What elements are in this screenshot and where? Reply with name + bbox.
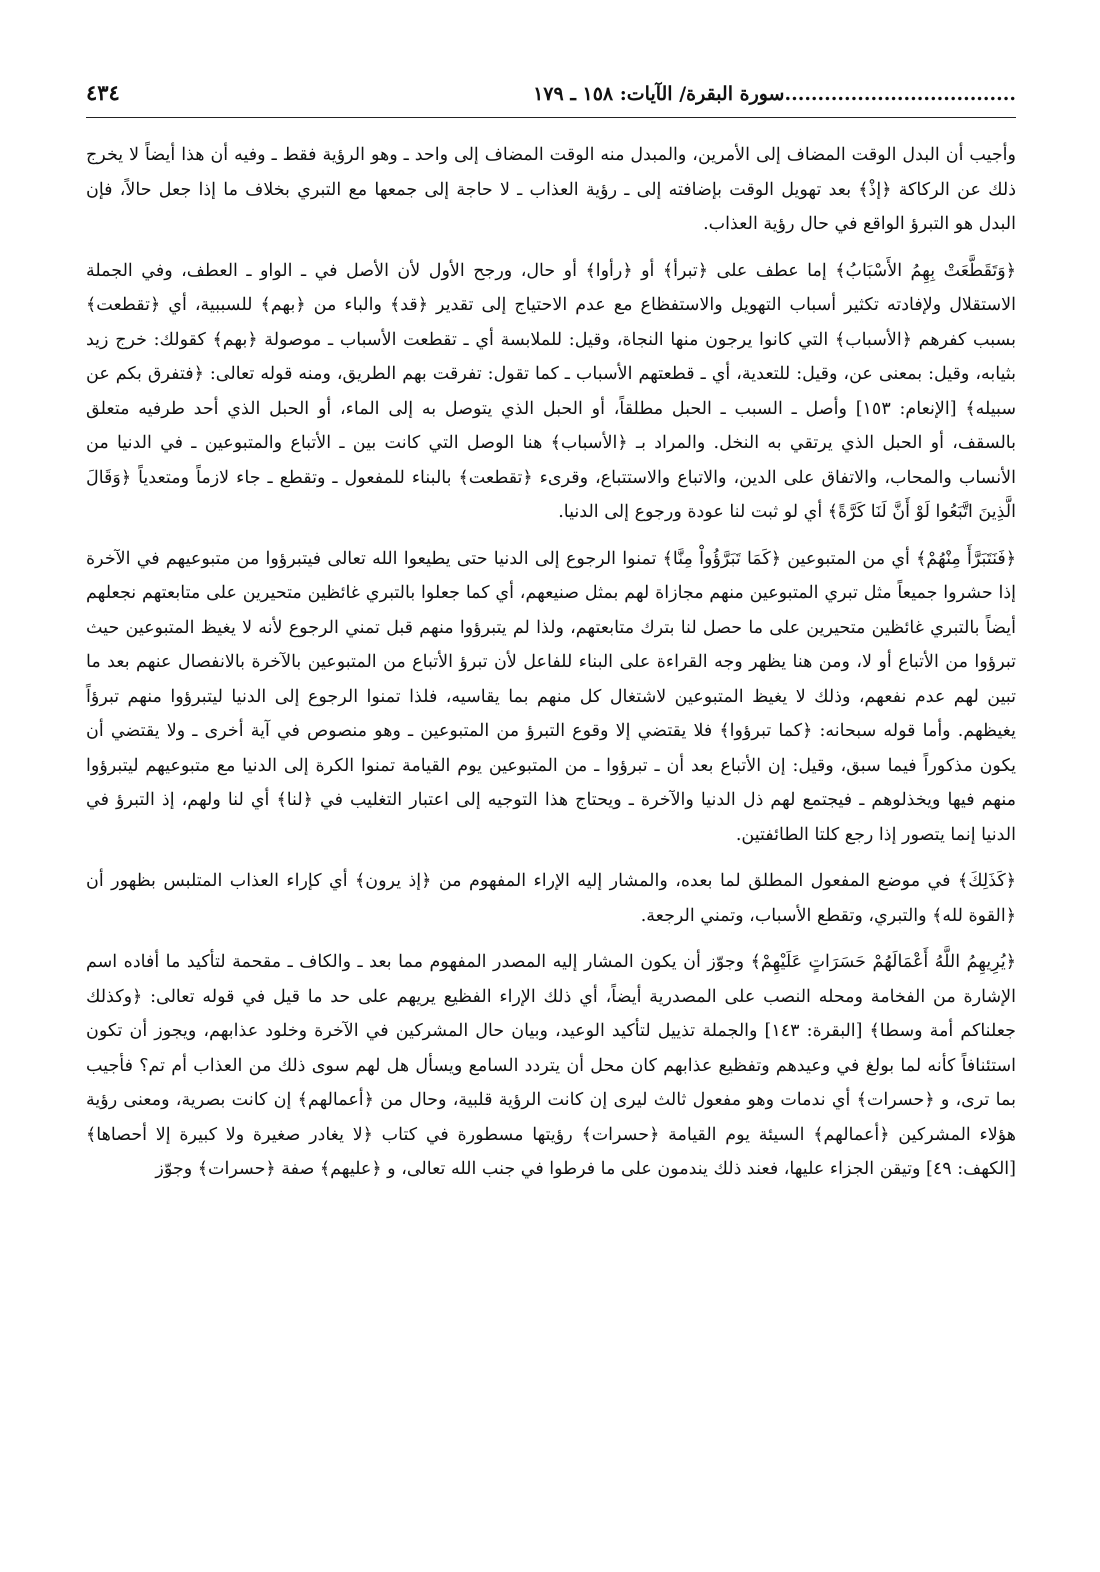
paragraph: ﴿فَنَتَبَرَّأَ مِنْهُمْ﴾ أي من المتبوعين ﴿كَمَا تَبَرَّؤُواْ مِنَّا﴾ تمنوا الرجوع إلى الدنيا حتى يطيعوا الله تعالى فيتبرؤوا من متبوعيهم في الآخرة إذا حشروا جميعاً مثل تبري المتبوعين منهم مجازاة لهم بمثل صنيعهم، أي كما جعلوا بالتبري غائظين متحيرين على متابعتهم نجعلهم أيضاً بالتبري غائظين متحيرين على ما حصل لنا بترك متابعتهم، ولذا لم يتبرؤوا منهم قبل تمني الرجوع لأنه لا يغيظ المتبوعين حيث تبرؤوا من الأتباع أو لا، ومن هنا يظهر وجه القراءة على البناء للفاعل لأن تبرؤ الأتباع من المتبوعين بالآخرة بالانفصال عنهم بعد ما تبين لهم عدم نفعهم، وذلك لا يغيظ المتبوعين لاشتغال كل منهم بما يقاسيه، فلذا تمنوا الرجوع إلى الدنيا ليتبرؤوا منهم تبرؤاً يغيظهم. وأما قوله سبحانه: ﴿كما تبرؤوا﴾ فلا يقتضي إلا وقوع التبرؤ من المتبوعين ـ وهو منصوص في آية أخرى ـ ولا يقتضي أن يكون مذكوراً فيما سبق، وقيل: إن الأتباع بعد أن ـ تبرؤوا ـ من المتبوعين يوم القيامة تمنوا الكرة إلى الدنيا مع متبوعيهم ليتبرؤوا منهم فيها ويخذلوهم ـ فيجتمع لهم ذل الدنيا والآخرة ـ ويحتاج هذا التوجيه إلى اعتبار التغليب في ﴿لنا﴾ أي لنا ولهم، إذ التبرؤ في الدنيا إنما يتصور إذا رجع كلتا الطائفتين. xyxy=(86,548,1016,845)
paragraph: ﴿يُرِيهِمُ اللَّهُ أَعْمَالَهُمْ حَسَرَاتٍ عَلَيْهِمْ﴾ وجوّز أن يكون المشار إليه المصدر المفهوم مما بعد ـ والكاف ـ مقحمة لتأكيد ما أفاده اسم الإشارة من الفخامة ومحله النصب على المصدرية أيضاً، أي ذلك الإراء الفظيع يريهم على حد ما قيل في قوله تعالى: ﴿وكذلك جعلناكم أمة وسطا﴾ [البقرة: ١٤٣] والجملة تذييل لتأكيد الوعيد، وبيان حال المشركين في الآخرة وخلود عذابهم، ويجوز أن تكون استئنافاً كأنه لما بولغ في وعيدهم وتفظيع عذابهم كان محل أن يتردد السامع ويسأل هل لهم سوى ذلك من العذاب أم تم؟ فأجيب بما ترى، و ﴿حسرات﴾ أي ندمات وهو مفعول ثالث ليرى إن كانت الرؤية قلبية، وحال من ﴿أعمالهم﴾ إن كانت بصرية، ومعنى رؤية هؤلاء المشركين ﴿أعمالهم﴾ السيئة يوم القيامة ﴿حسرات﴾ رؤيتها مسطورة في كتاب ﴿لا يغادر صغيرة ولا كبيرة إلا أحصاها﴾ [الكهف: ٤٩] وتيقن الجزاء عليها، فعند ذلك يندمون على ما فرطوا في جنب الله تعالى، و ﴿عليهم﴾ صفة ﴿حسرات﴾ وجوّز xyxy=(86,952,1016,1179)
page-number: ٤٣٤ xyxy=(86,80,120,105)
paragraph: وأجيب أن البدل الوقت المضاف إلى الأمرين، والمبدل منه الوقت المضاف إلى واحد ـ وهو الرؤية فقط ـ وفيه أن هذا أيضاً لا يخرج ذلك عن الركاكة ﴿إذْ﴾ بعد تهويل الوقت بإضافته إلى ـ رؤية العذاب ـ لا حاجة إلى جمعها مع التبري بخلاف ما إذا جعل حالاً، فإن البدل هو التبرؤ الواقع في حال رؤية العذاب. xyxy=(86,145,1016,234)
paragraph: ﴿كَذَلِكَ﴾ في موضع المفعول المطلق لما بعده، والمشار إليه الإراء المفهوم من ﴿إذ يرون﴾ أي كإراء العذاب المتلبس بظهور أن ﴿القوة لله﴾ والتبري، وتقطع الأسباب، وتمني الرجعة. xyxy=(86,871,1016,926)
document-page xyxy=(86,80,1016,1199)
page-header xyxy=(86,80,1016,118)
running-title: ...................................سورة البقرة/ الآيات: ١٥٨ ـ ١٧٩ xyxy=(533,83,1016,105)
page-body xyxy=(86,138,1016,1187)
paragraph: ﴿وَتَقَطَّعَتْ بِهِمُ الأَسْبَابُ﴾ إما عطف على ﴿تبرأ﴾ أو ﴿رأوا﴾ أو حال، ورجح الأول لأن الأصل في ـ الواو ـ العطف، وفي الجملة الاستقلال ولإفادته تكثير أسباب التهويل والاستفظاع مع عدم الاحتياج إلى تقدير ﴿قد﴾ والباء من ﴿بهم﴾ للسببية، أي ﴿تقطعت﴾ بسبب كفرهم ﴿الأسباب﴾ التي كانوا يرجون منها النجاة، وقيل: للملابسة أي ـ تقطعت الأسباب ـ موصولة ﴿بهم﴾ كقولك: خرج زيد بثيابه، وقيل: بمعنى عن، وقيل: للتعدية، أي ـ قطعتهم الأسباب ـ كما تقول: تفرقت بهم الطريق، ومنه قوله تعالى: ﴿فتفرق بكم عن سبيله﴾ [الإنعام: ١٥٣] وأصل ـ السبب ـ الحبل مطلقاً، أو الحبل الذي يتوصل به إلى الماء، أو الحبل الذي أحد طرفيه متعلق بالسقف، أو الحبل الذي يرتقي به النخل. والمراد بـ ﴿الأسباب﴾ هنا الوصل التي كانت بين ـ الأتباع والمتبوعين ـ في الدنيا من الأنساب والمحاب، والاتفاق على الدين، والاتباع والاستتباع، وقرىء ﴿تقطعت﴾ بالبناء للمفعول ـ وتقطع ـ جاء لازماً ومتعدياً ﴿وَقَالَ الَّذِينَ اتَّبَعُوا لَوْ أَنَّ لَنَا كَرَّةً﴾ أي لو ثبت لنا عودة ورجوع إلى الدنيا. xyxy=(86,260,1016,522)
